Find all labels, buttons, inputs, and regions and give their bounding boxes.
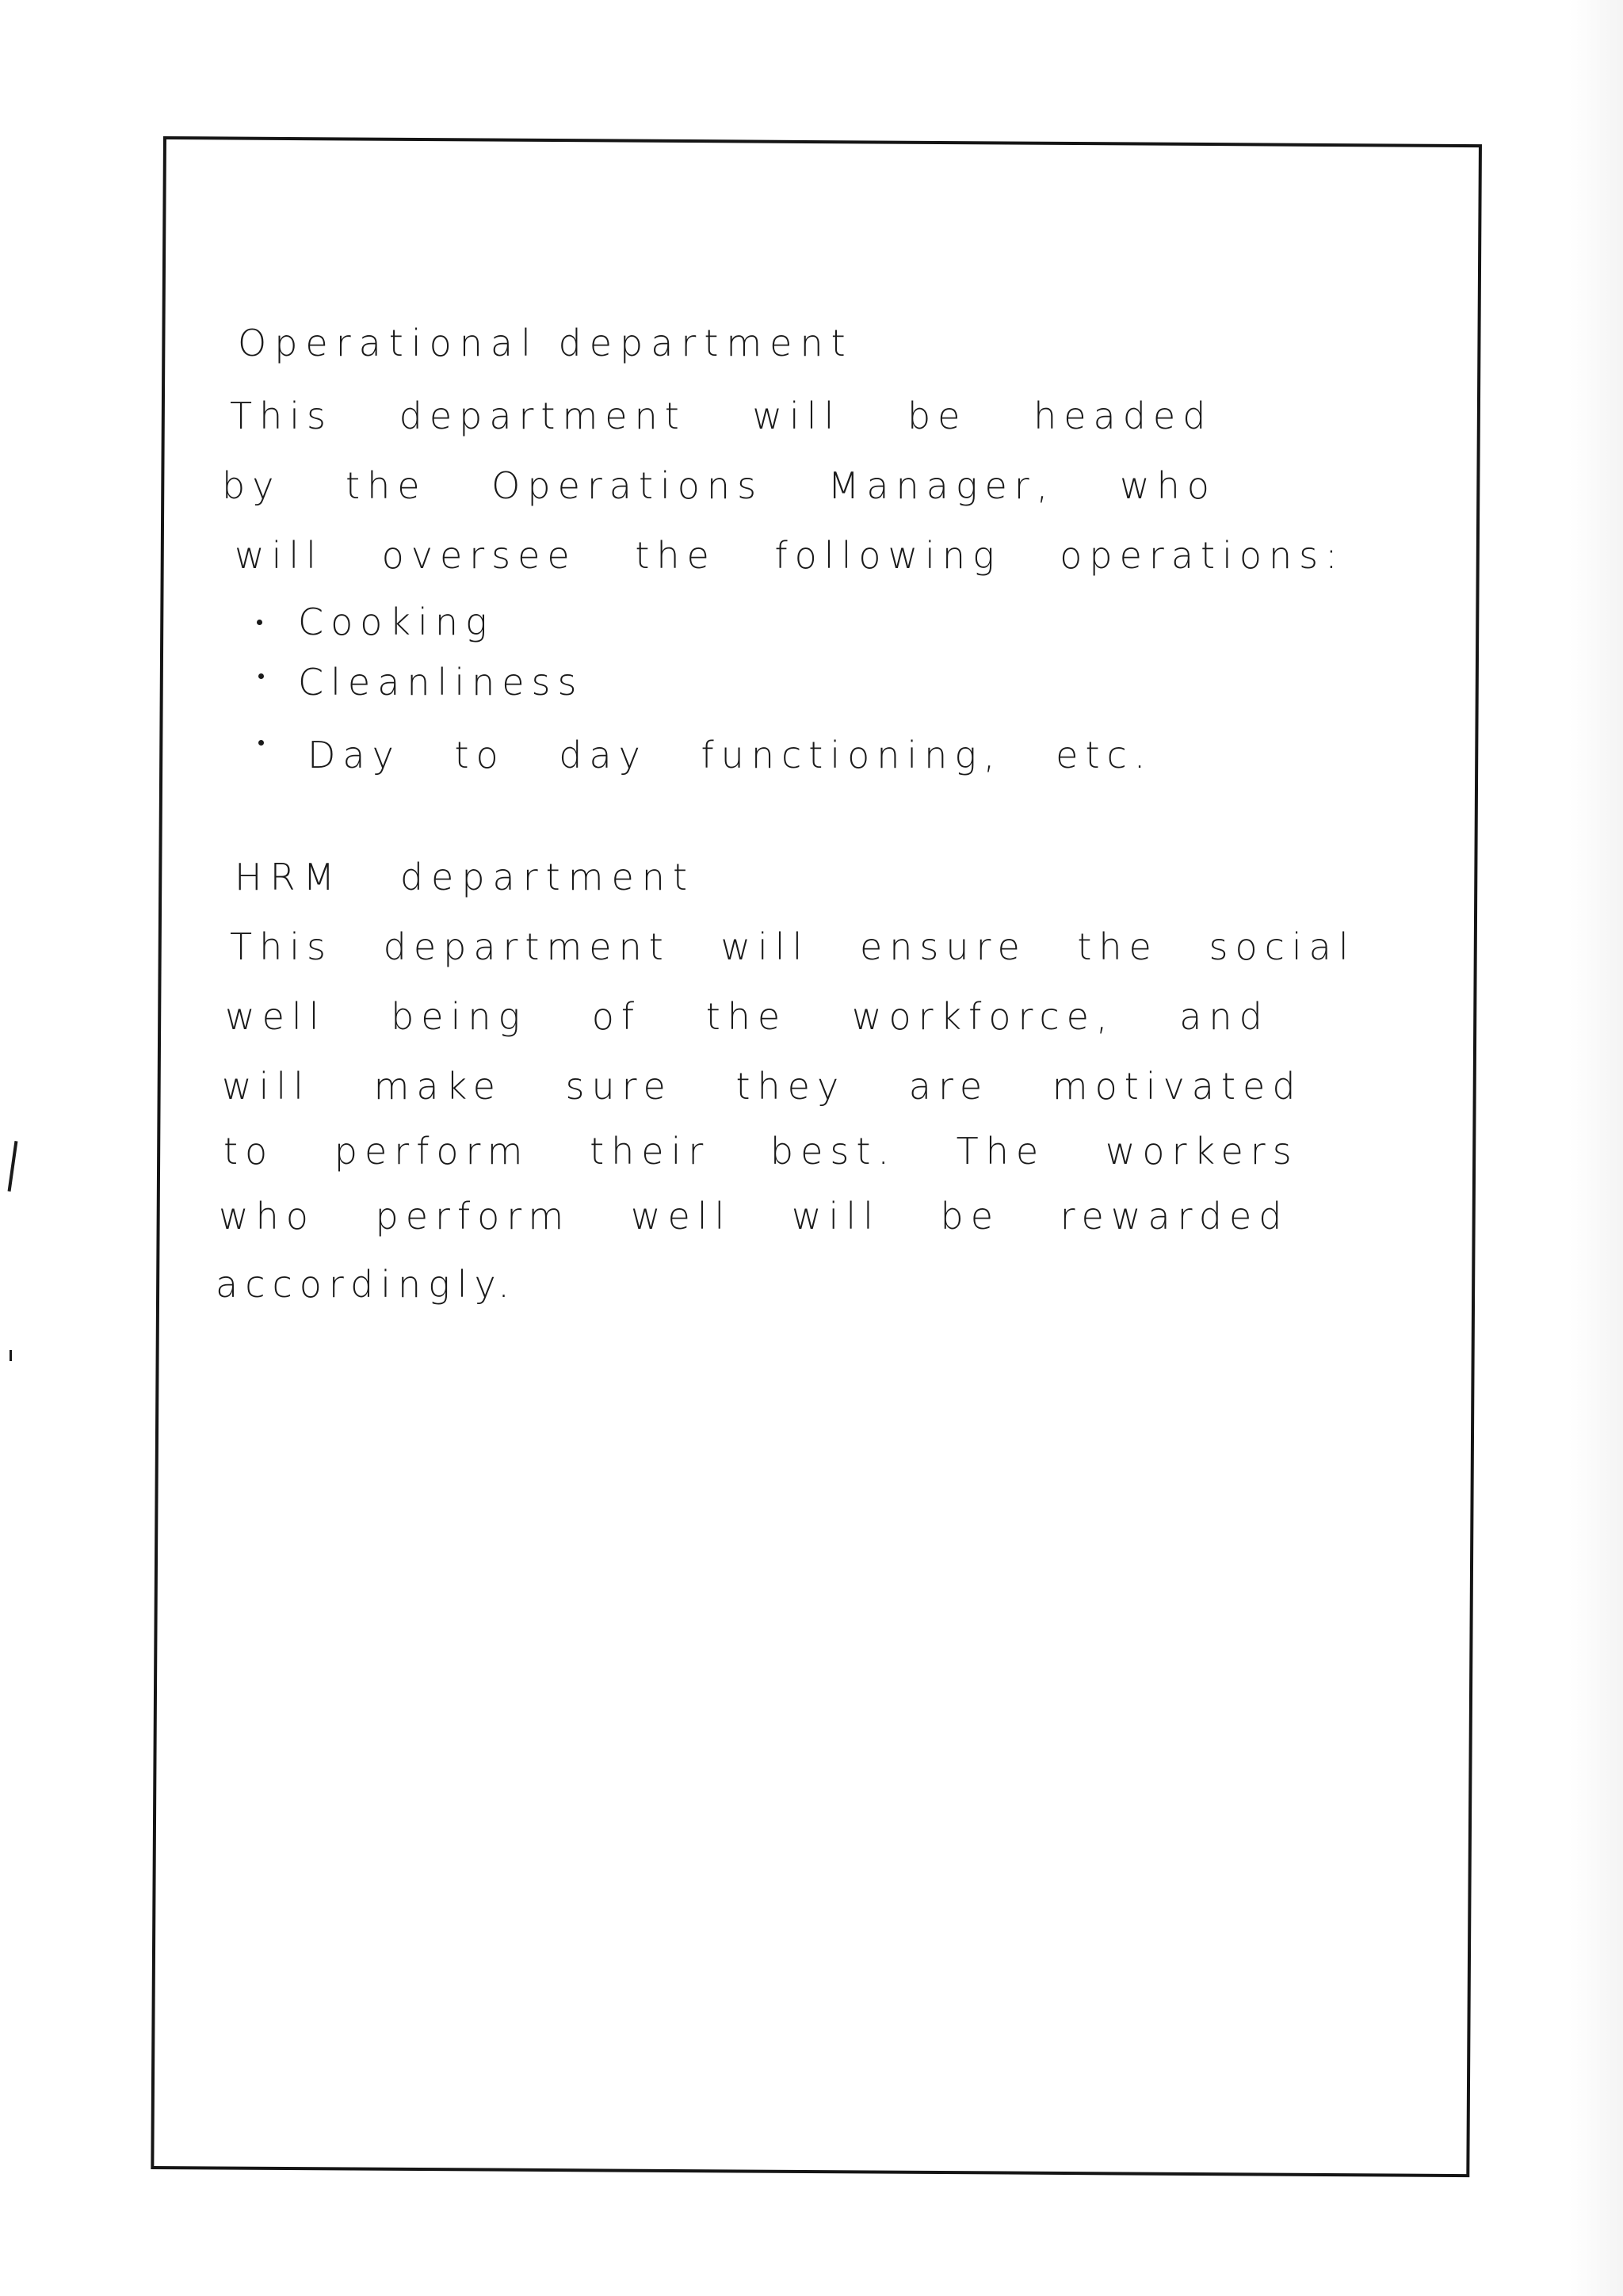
operational-heading: Operational department <box>238 322 854 364</box>
margin-mark <box>8 1141 18 1192</box>
operational-line-2: by the Operations Manager, who <box>222 464 1216 507</box>
hrm-line-4: to perform their best. The workers <box>223 1130 1299 1173</box>
hrm-line-5: who perform well will be rewarded <box>219 1195 1289 1238</box>
operational-line-1: This department will be headed <box>230 395 1213 437</box>
margin-dot <box>10 1350 12 1361</box>
bullet-dot <box>258 673 264 679</box>
operational-bullet-1: Cooking <box>298 601 495 643</box>
operational-bullet-3: Day to day functioning, etc. <box>307 734 1153 776</box>
operational-line-3: will oversee the following operations: <box>235 534 1345 577</box>
hrm-line-1: This department will ensure the social <box>230 925 1356 968</box>
bullet-dot <box>258 740 264 746</box>
hrm-line-2: well being of the workforce, and <box>225 995 1270 1038</box>
page-edge-shadow <box>1569 0 1623 2296</box>
operational-bullet-2: Cleanliness <box>298 661 584 704</box>
hrm-line-6: accordingly. <box>216 1263 517 1306</box>
bullet-dot <box>257 620 262 625</box>
hrm-heading: HRM department <box>235 856 695 898</box>
hrm-line-3: will make sure they are motivated <box>222 1065 1303 1108</box>
